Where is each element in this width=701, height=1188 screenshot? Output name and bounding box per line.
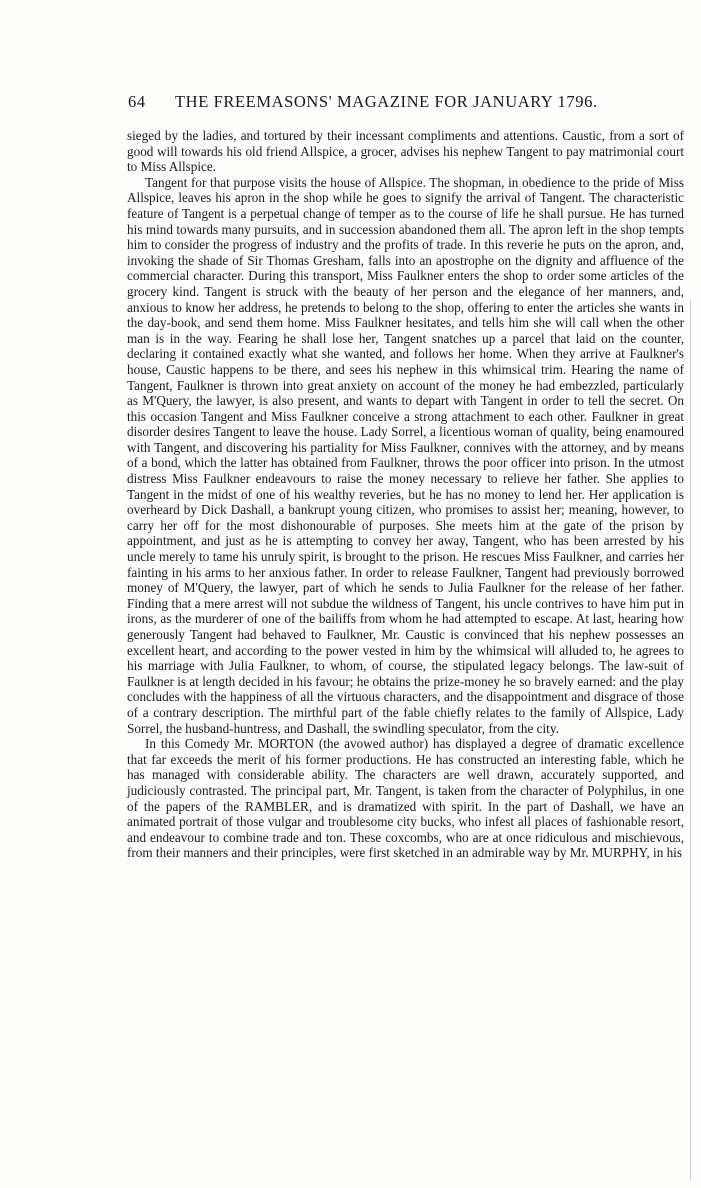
page-number: 64 (128, 92, 146, 111)
running-head: THE FREEMASONS' MAGAZINE FOR JANUARY 1796. (175, 92, 598, 111)
page-header (128, 92, 668, 114)
paragraph-plot-summary: Tangent for that purpose visits the house of Allspice. The shopman, in obedience to the pride of Miss Allspice, leaves his apron in the shop while he goes to signify the arrival of Tangent. The characteristic feature of Tangent is a perpetual change of temper as to the course of life he shall pursue. He has turned his mind towards many pursuits, and in succession abandoned them all. The apron left in the shop tempts him to consider the progress of industry and the profits of trade. In this reverie he puts on the apron, and, invoking the shade of Sir Thomas Gresham, falls into an apostrophe on the dignity and affluence of the commercial character. During this transport, Miss Faulkner enters the shop to order some articles of the grocery kind. Tangent is struck with the beauty of her person and the elegance of her manners, and, anxious to know her address, he pretends to belong to the shop, offering to enter the articles she wants in the day-book, and send them home. Miss Faulkner hesitates, and tells him she will call when the other man is in the way. Fearing he shall lose her, Tangent snatches up a parcel that laid on the counter, declaring it contained exactly what she wanted, and follows her home. When they arrive at Faulkner's house, Caustic happens to be there, and sees his nephew in this whimsical trim. Hearing the name of Tangent, Faulkner is thrown into great anxiety on account of the money he had embezzled, particularly as M'Query, the lawyer, is also present, and wants to depart with Tangent in order to tell the secret. On this occasion Tangent and Miss Faulkner conceive a strong attachment to each other. Faulkner in great disorder desires Tangent to leave the house. Lady Sorrel, a licentious woman of quality, being enamoured with Tangent, and discovering his partiality for Miss Faulkner, connives with the attorney, and by means of a bond, which the latter has obtained from Faulkner, throws the poor officer into prison. In the utmost distress Miss Faulkner endeavours to raise the money necessary to relieve her father. She applies to Tangent in the midst of one of his wealthy reveries, but he has no money to lend her. Her application is overheard by Dick Dashall, a bankrupt young citizen, who promises to assist her; meaning, however, to carry her off for the most dishonourable of purposes. She meets him at the gate of the prison by appointment, and just as he is attempting to convey her away, Tangent, who has been arrested by his uncle merely to tame his unruly spirit, is brought to the prison. He rescues Miss Faulkner, and carries her fainting in his arms to her anxious father. In order to release Faulkner, Tangent had previously borrowed money of M'Query, the lawyer, part of which he sends to Julia Faulkner for the release of her father. Finding that a mere arrest will not subdue the wildness of Tangent, his uncle contrives to have him put in irons, as the murderer of one of the bailiffs from whom he had attempted to escape. At last, hearing how generously Tangent had behaved to Faulkner, Mr. Caustic is convinced that his nephew possesses an excellent heart, and according to the power vested in him by the whimsical will alluded to, he agrees to his marriage with Julia Faulkner, to whom, of course, the stipulated legacy belongs. The law-suit of Faulkner is at length decided in his favour; he obtains the prize-money he so bravely earned: and the play concludes with the happiness of all the virtuous characters, and the disappointment and disgrace of those of a contrary description. The mirthful part of the fable chiefly relates to the family of Allspice, Lady Sorrel, the husband-huntress, and Dashall, the swindling speculator, from the city. (127, 174, 684, 736)
paragraph-critique: In this Comedy Mr. MORTON (the avowed author) has displayed a degree of dramatic excellence that far exceeds the merit of his former productions. He has constructed an interesting fable, which he has managed with considerable ability. The characters are well drawn, accurately supported, and judiciously contrasted. The principal part, Mr. Tangent, is taken from the character of Polyphilus, in one of the papers of the RAMBLER, and is dramatized with spirit. In the part of Dashall, we have an animated portrait of those vulgar and troublesome city bucks, who infest all places of fashionable resort, and endeavour to combine trade and ton. These coxcombs, who are at once ridiculous and mischievous, from their manners and their principles, were first sketched in an admirable way by Mr. MURPHY, in his (127, 736, 684, 861)
article-body (127, 128, 684, 861)
page-edge-shadow (690, 300, 699, 1180)
paragraph-continued: sieged by the ladies, and tortured by their incessant compliments and attentions. Caustic, from a sort of good will towards his old friend Allspice, a grocer, advises his nephew Tangent to pay matrimonial court to Miss Allspice. (127, 128, 684, 175)
